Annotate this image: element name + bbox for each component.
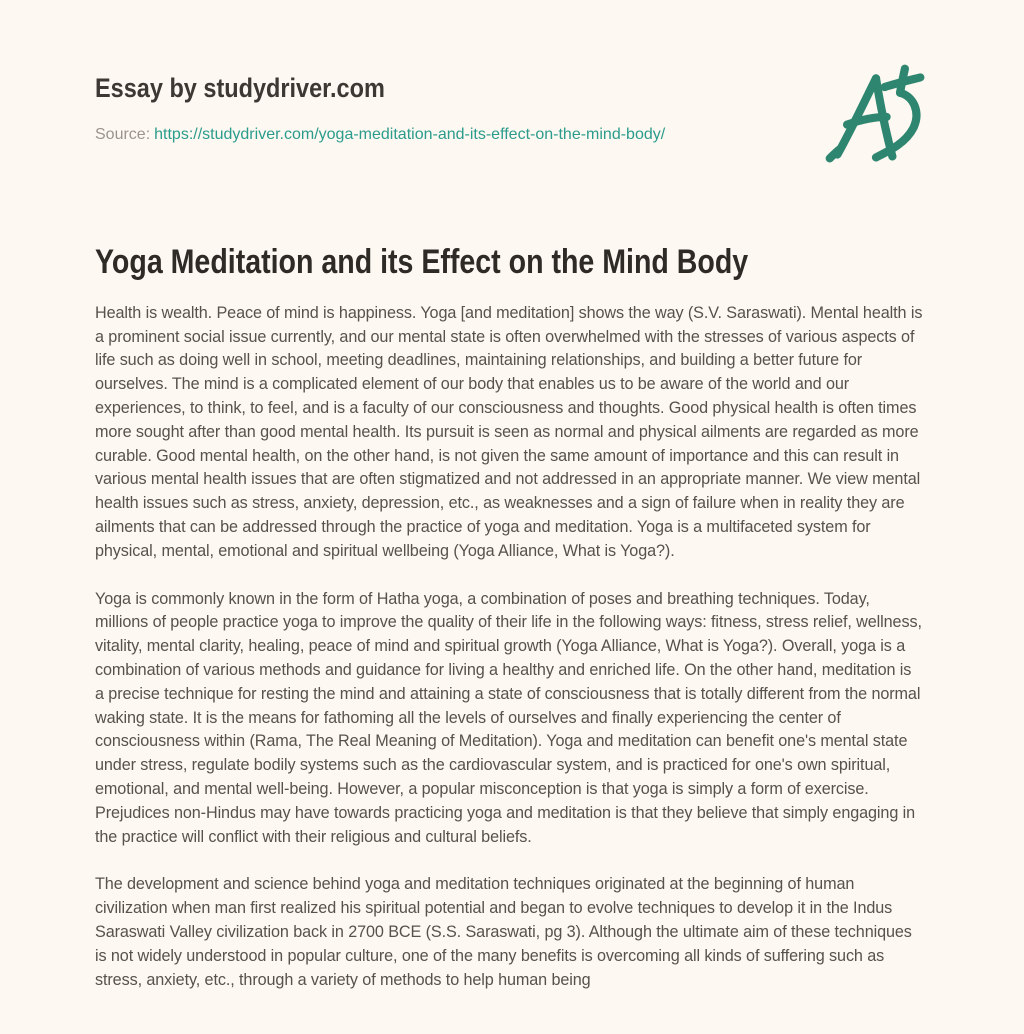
source-row — [95, 125, 925, 144]
essay-paragraph-2: Yoga is commonly known in the form of Hatha yoga, a combination of poses and breathing techniques. Today, millions of people practice yoga to improve the quality of their life in the following ways: fitness, stress relief, wellness, vitality, mental clarity, healing, peace of mind and spiritual growth (Yoga Alliance, What is Yoga?). Overall, yoga is a combination of various methods and guidance for living a healthy and enriched life. On the other hand, meditation is a precise technique for resting the mind and attaining a state of consciousness that is totally different from the normal waking state. It is the means for fathoming all the levels of ourselves and finally experiencing the center of consciousness within (Rama, The Real Meaning of Meditation). Yoga and meditation can benefit one's mental state under stress, regulate bodily systems such as the cardiovascular system, and is practiced for one's own spiritual, emotional, and mental well-being. However, a popular misconception is that yoga is simply a form of exercise. Prejudices non-Hindus may have towards practicing yoga and meditation is that they believe that simply engaging in the practice will conflict with their religious and cultural beliefs. — [95, 589, 922, 846]
essay-paragraph-3: The development and science behind yoga and meditation techniques originated at the beginning of human civilization when man first realized his spiritual potential and began to evolve techniques to develop it in the Indus Saraswati Valley civilization back in 2700 BCE (S.S. Saraswati, pg 3). Although the ultimate aim of these techniques is not widely understood in popular culture, one of the many benefits is overcoming all kinds of suffering such as stress, anxiety, etc., through a variety of methods to help human being — [95, 875, 912, 989]
essay-content — [95, 144, 925, 993]
source-link[interactable]: https://studydriver.com/yoga-meditation-and-its-effect-on-the-mind-body/ — [154, 125, 666, 143]
header-title — [95, 0, 925, 104]
source-label: Source: — [95, 125, 151, 143]
studydriver-logo — [823, 62, 929, 168]
essay-body — [95, 302, 923, 993]
essay-title — [95, 144, 925, 282]
essay-title-text: Yoga Meditation and its Effect on the Mind Body — [95, 242, 749, 281]
a-plus-icon — [823, 62, 929, 168]
header-title-text: Essay by studydriver.com — [95, 73, 385, 103]
page-header — [95, 0, 925, 144]
essay-paragraph-1: Health is wealth. Peace of mind is happiness. Yoga [and meditation] shows the way (S.V. Saraswati). Mental health is a prominent social issue currently, and our mental state is often overwhelmed with the stresses of various aspects of life such as doing well in school, meeting deadlines, maintaining relationships, and building a better future for ourselves. The mind is a complicated element of our body that enables us to be aware of the world and our experiences, to think, to feel, and is a faculty of our consciousness and thoughts. Good physical health is often times more sought after than good mental health. Its pursuit is seen as normal and physical ailments are regarded as more curable. Good mental health, on the other hand, is not given the same amount of importance and this can result in various mental health issues that are often stigmatized and not addressed in an appropriate manner. We view mental health issues such as stress, anxiety, depression, etc., as weaknesses and a sign of failure when in reality they are ailments that can be addressed through the practice of yoga and meditation. Yoga is a multifaceted system for physical, mental, emotional and spiritual wellbeing (Yoga Alliance, What is Yoga?). — [95, 303, 923, 560]
